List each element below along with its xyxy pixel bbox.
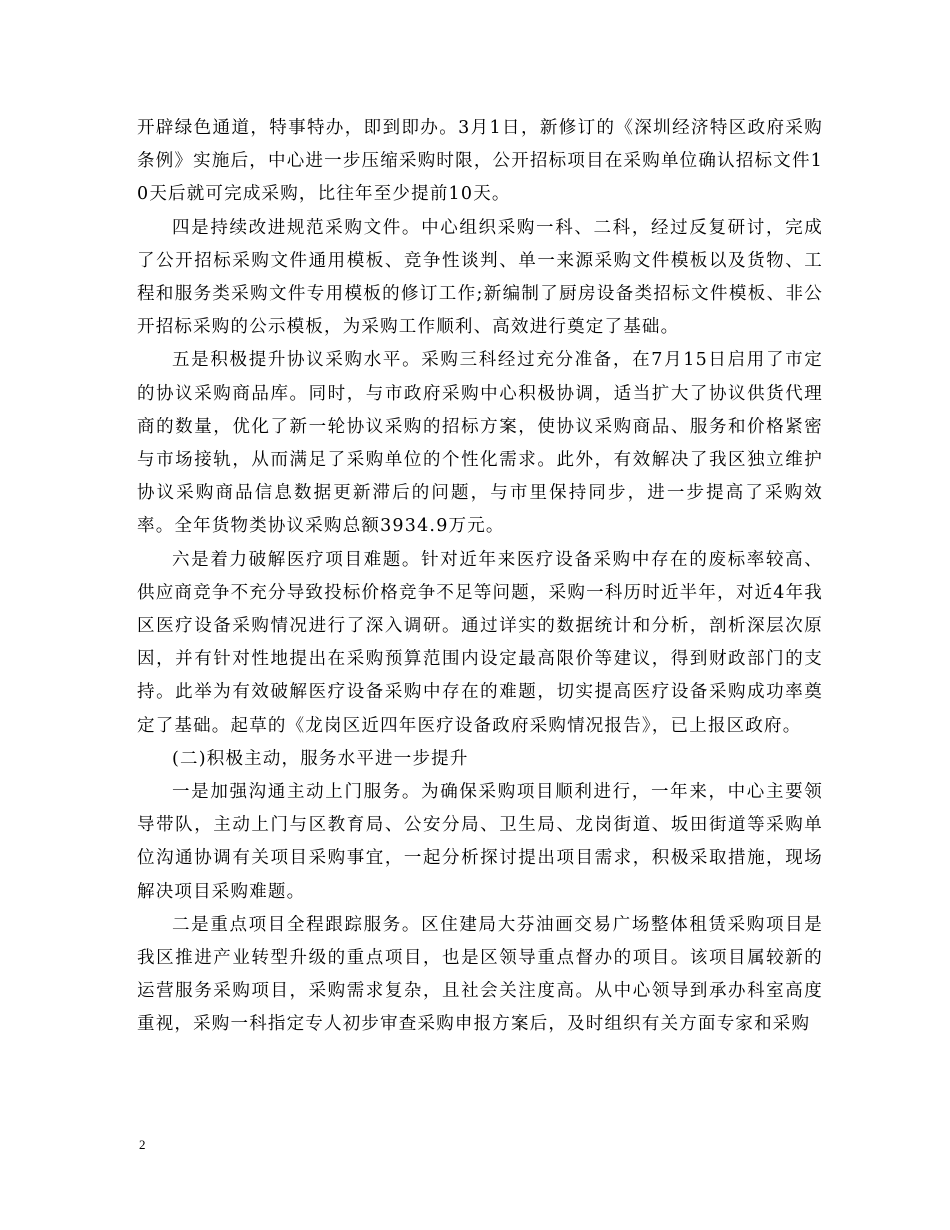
- paragraph-agreement-procurement: 五是积极提升协议采购水平。采购三科经过充分准备，在7月15日启用了市定的协议采购商品库。同时，与市政府采购中心积极协调，适当扩大了协议供货代理商的数量，优化了新一轮协议采购的招标方案，使协议采购商品、服务和价格紧密与市场接轨，从而满足了采购单位的个性化需求。此外，有效解决了我区独立维护协议采购商品信息数据更新滞后的问题，与市里保持同步，进一步提高了采购效率。全年货物类协议采购总额3934.9万元。: [137, 350, 823, 537]
- page-number: 2: [139, 1137, 146, 1152]
- paragraph-onsite-service: 一是加强沟通主动上门服务。为确保采购项目顺利进行，一年来，中心主要领导带队，主动上门与区教育局、公安分局、卫生局、龙岗街道、坂田街道等采购单位沟通协调有关项目采购事宜，一起分析探讨提出项目需求，积极采取措施，现场解决项目采购难题。: [137, 782, 823, 902]
- paragraph-green-channel: 开辟绿色通道，特事特办，即到即办。3月1日，新修订的《深圳经济特区政府采购条例》实施后，中心进一步压缩采购时限，公开招标项目在采购单位确认招标文件10天后就可完成采购，比往年至少提前10天。: [137, 118, 823, 205]
- document-body: [137, 112, 823, 1042]
- section-heading-service-level: (二)积极主动，服务水平进一步提升: [172, 748, 469, 769]
- paragraph-procurement-documents: 四是持续改进规范采购文件。中心组织采购一科、二科，经过反复研讨，完成了公开招标采购文件通用模板、竞争性谈判、单一来源采购文件模板以及货物、工程和服务类采购文件专用模板的修订工作;新编制了厨房设备类招标文件模板、非公开招标采购的公示模板，为采购工作顺利、高效进行奠定了基础。: [137, 217, 823, 338]
- paragraph-medical-projects: 六是着力破解医疗项目难题。针对近年来医疗设备采购中存在的废标率较高、供应商竞争不充分导致投标价格竞争不足等问题，采购一科历时近半年，对近4年我区医疗设备采购情况进行了深入调研。通过详实的数据统计和分析，剖析深层次原因，并有针对性地提出在采购预算范围内设定最高限价等建议，得到财政部门的支持。此举为有效破解医疗设备采购中存在的难题，切实提高医疗设备采购成功率奠定了基础。起草的《龙岗区近四年医疗设备政府采购情况报告》，已上报区政府。: [137, 549, 823, 736]
- paragraph-key-project-tracking: 二是重点项目全程跟踪服务。区住建局大芬油画交易广场整体租赁采购项目是我区推进产业转型升级的重点项目，也是区领导重点督办的项目。该项目属较新的运营服务采购项目，采购需求复杂，且社会关注度高。从中心领导到承办科室高度重视，采购一科指定专人初步审查采购申报方案后，及时组织有关方面专家和采购: [137, 914, 823, 1035]
